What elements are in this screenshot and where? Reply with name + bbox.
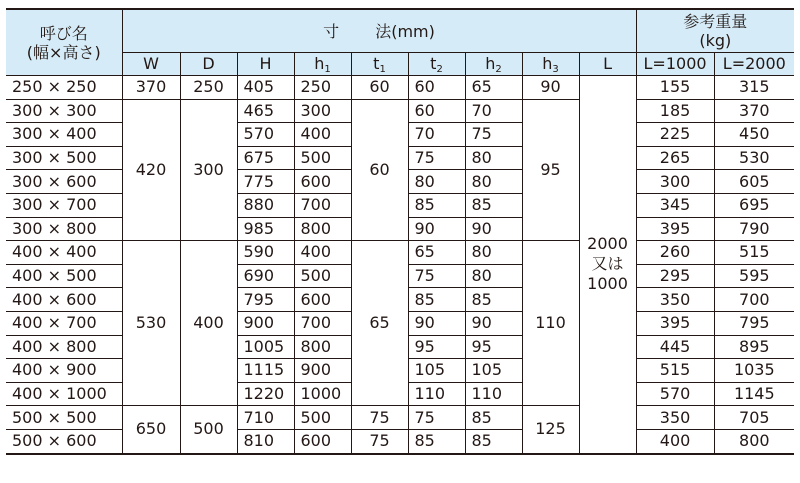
h2-value: 85 <box>465 193 522 217</box>
col-header-d: D <box>180 53 237 76</box>
t2-value: 110 <box>408 382 465 406</box>
col-header-h3: $h_3$ <box>522 53 579 76</box>
h1-value: 600 <box>294 288 351 312</box>
h2-value: 85 <box>465 429 522 453</box>
weight-l1000: 295 <box>636 264 714 288</box>
dimensions-header <box>122 9 636 53</box>
t2-value: 90 <box>408 311 465 335</box>
nominal-size: 300 × 800 <box>6 217 122 241</box>
h2-value: 80 <box>465 146 522 170</box>
nominal-size-subtitle: (幅×高さ) <box>26 42 101 62</box>
t2-value: 85 <box>408 193 465 217</box>
h2-value: 85 <box>465 406 522 430</box>
h1-value: 400 <box>294 123 351 147</box>
table-row <box>6 241 794 265</box>
h-value: 570 <box>237 123 294 147</box>
weight-l1000: 265 <box>636 146 714 170</box>
h2-value: 70 <box>465 99 522 123</box>
weight-l1000: 185 <box>636 99 714 123</box>
nominal-size: 500 × 600 <box>6 429 122 453</box>
nominal-size: 400 × 900 <box>6 359 122 383</box>
t1-value: 75 <box>351 429 408 453</box>
nominal-size: 300 × 300 <box>6 99 122 123</box>
t2-value: 70 <box>408 123 465 147</box>
table-row <box>6 99 794 123</box>
weight-l2000: 1035 <box>714 359 794 383</box>
h1-value: 600 <box>294 429 351 453</box>
nominal-size: 400 × 500 <box>6 264 122 288</box>
weight-l2000: 450 <box>714 123 794 147</box>
w-value: 370 <box>122 76 180 100</box>
weight-l2000: 315 <box>714 76 794 100</box>
t1-value: 65 <box>351 241 408 406</box>
nominal-size-header <box>6 9 122 76</box>
weight-l2000: 695 <box>714 193 794 217</box>
weight-l1000: 570 <box>636 382 714 406</box>
weight-l1000: 395 <box>636 311 714 335</box>
weight-l1000: 345 <box>636 193 714 217</box>
h-value: 795 <box>237 288 294 312</box>
col-header-l: L <box>579 53 636 76</box>
h-value: 985 <box>237 217 294 241</box>
weight-l2000: 605 <box>714 170 794 194</box>
table-row <box>6 406 794 430</box>
col-header-h2: $h_2$ <box>465 53 522 76</box>
h1-value: 700 <box>294 193 351 217</box>
weight-l2000: 515 <box>714 241 794 265</box>
h2-value: 80 <box>465 170 522 194</box>
t2-value: 80 <box>408 170 465 194</box>
h1-value: 500 <box>294 146 351 170</box>
h-value: 1220 <box>237 382 294 406</box>
dimensions-unit: (mm) <box>391 21 435 41</box>
weight-l2000: 595 <box>714 264 794 288</box>
h-value: 710 <box>237 406 294 430</box>
weight-l1000: 350 <box>636 288 714 312</box>
h2-value: 95 <box>465 335 522 359</box>
weight-l1000: 155 <box>636 76 714 100</box>
h1-value: 500 <box>294 264 351 288</box>
weight-l2000: 795 <box>714 311 794 335</box>
nominal-size-title: 呼び名 <box>39 23 88 43</box>
nominal-size: 300 × 600 <box>6 170 122 194</box>
nominal-size: 250 × 250 <box>6 76 122 100</box>
h3-value: 95 <box>522 99 579 241</box>
t2-value: 75 <box>408 264 465 288</box>
h1-value: 600 <box>294 170 351 194</box>
nominal-size: 500 × 500 <box>6 406 122 430</box>
col-header-w: W <box>122 53 180 76</box>
nominal-size: 400 × 700 <box>6 311 122 335</box>
h-value: 1115 <box>237 359 294 383</box>
d-value: 300 <box>180 99 237 241</box>
t2-value: 85 <box>408 429 465 453</box>
nominal-size: 400 × 1000 <box>6 382 122 406</box>
col-header-weight-l2000: L=2000 <box>714 53 794 76</box>
w-value: 420 <box>122 99 180 241</box>
weight-l1000: 300 <box>636 170 714 194</box>
weight-l2000: 530 <box>714 146 794 170</box>
weight-l2000: 800 <box>714 429 794 453</box>
weight-l2000: 705 <box>714 406 794 430</box>
l-value: 2000 又は 1000 <box>579 76 636 454</box>
dimensions-title-a: 寸 <box>323 21 340 41</box>
nominal-size: 300 × 700 <box>6 193 122 217</box>
weight-l2000: 790 <box>714 217 794 241</box>
weight-l2000: 700 <box>714 288 794 312</box>
h1-value: 800 <box>294 217 351 241</box>
h-value: 1005 <box>237 335 294 359</box>
h-value: 900 <box>237 311 294 335</box>
t2-value: 90 <box>408 217 465 241</box>
spec-table <box>6 8 794 455</box>
weight-l1000: 515 <box>636 359 714 383</box>
h2-value: 90 <box>465 311 522 335</box>
h-value: 775 <box>237 170 294 194</box>
h-value: 880 <box>237 193 294 217</box>
table-row <box>6 76 794 100</box>
h1-value: 900 <box>294 359 351 383</box>
h1-value: 800 <box>294 335 351 359</box>
t2-value: 95 <box>408 335 465 359</box>
col-header-t1: $t_1$ <box>351 53 408 76</box>
w-value: 530 <box>122 241 180 406</box>
col-header-h: H <box>237 53 294 76</box>
d-value: 250 <box>180 76 237 100</box>
t2-value: 75 <box>408 406 465 430</box>
weight-l1000: 225 <box>636 123 714 147</box>
t1-value: 60 <box>351 76 408 100</box>
t1-value: 60 <box>351 99 408 241</box>
t2-value: 60 <box>408 99 465 123</box>
t2-value: 85 <box>408 288 465 312</box>
h2-value: 65 <box>465 76 522 100</box>
h-value: 810 <box>237 429 294 453</box>
h3-value: 90 <box>522 76 579 100</box>
h-value: 405 <box>237 76 294 100</box>
weight-l2000: 370 <box>714 99 794 123</box>
h2-value: 105 <box>465 359 522 383</box>
weight-unit: (kg) <box>699 31 732 50</box>
h3-value: 125 <box>522 406 579 454</box>
col-header-t2: $t_2$ <box>408 53 465 76</box>
h-value: 590 <box>237 241 294 265</box>
weight-title: 参考重量 <box>683 12 748 31</box>
dimensions-title-b: 法 <box>375 21 392 41</box>
t2-value: 75 <box>408 146 465 170</box>
h2-value: 110 <box>465 382 522 406</box>
weight-l2000: 895 <box>714 335 794 359</box>
h-value: 690 <box>237 264 294 288</box>
header-row-2 <box>6 53 794 76</box>
nominal-size: 300 × 400 <box>6 123 122 147</box>
h3-value: 110 <box>522 241 579 406</box>
d-value: 500 <box>180 406 237 454</box>
nominal-size: 300 × 500 <box>6 146 122 170</box>
weight-l1000: 350 <box>636 406 714 430</box>
t2-value: 105 <box>408 359 465 383</box>
h2-value: 80 <box>465 264 522 288</box>
h2-value: 90 <box>465 217 522 241</box>
t1-value: 75 <box>351 406 408 430</box>
nominal-size: 400 × 800 <box>6 335 122 359</box>
weight-header <box>636 9 794 53</box>
h1-value: 300 <box>294 99 351 123</box>
t2-value: 65 <box>408 241 465 265</box>
d-value: 400 <box>180 241 237 406</box>
h1-value: 500 <box>294 406 351 430</box>
h1-value: 700 <box>294 311 351 335</box>
nominal-size: 400 × 600 <box>6 288 122 312</box>
h-value: 465 <box>237 99 294 123</box>
header-row-1 <box>6 9 794 53</box>
weight-l1000: 400 <box>636 429 714 453</box>
h1-value: 250 <box>294 76 351 100</box>
weight-l2000: 1145 <box>714 382 794 406</box>
t2-value: 60 <box>408 76 465 100</box>
h2-value: 85 <box>465 288 522 312</box>
w-value: 650 <box>122 406 180 454</box>
h2-value: 75 <box>465 123 522 147</box>
weight-l1000: 395 <box>636 217 714 241</box>
h-value: 675 <box>237 146 294 170</box>
weight-l1000: 260 <box>636 241 714 265</box>
h1-value: 1000 <box>294 382 351 406</box>
nominal-size: 400 × 400 <box>6 241 122 265</box>
weight-l1000: 445 <box>636 335 714 359</box>
h1-value: 400 <box>294 241 351 265</box>
h2-value: 80 <box>465 241 522 265</box>
col-header-weight-l1000: L=1000 <box>636 53 714 76</box>
col-header-h1: $h_1$ <box>294 53 351 76</box>
